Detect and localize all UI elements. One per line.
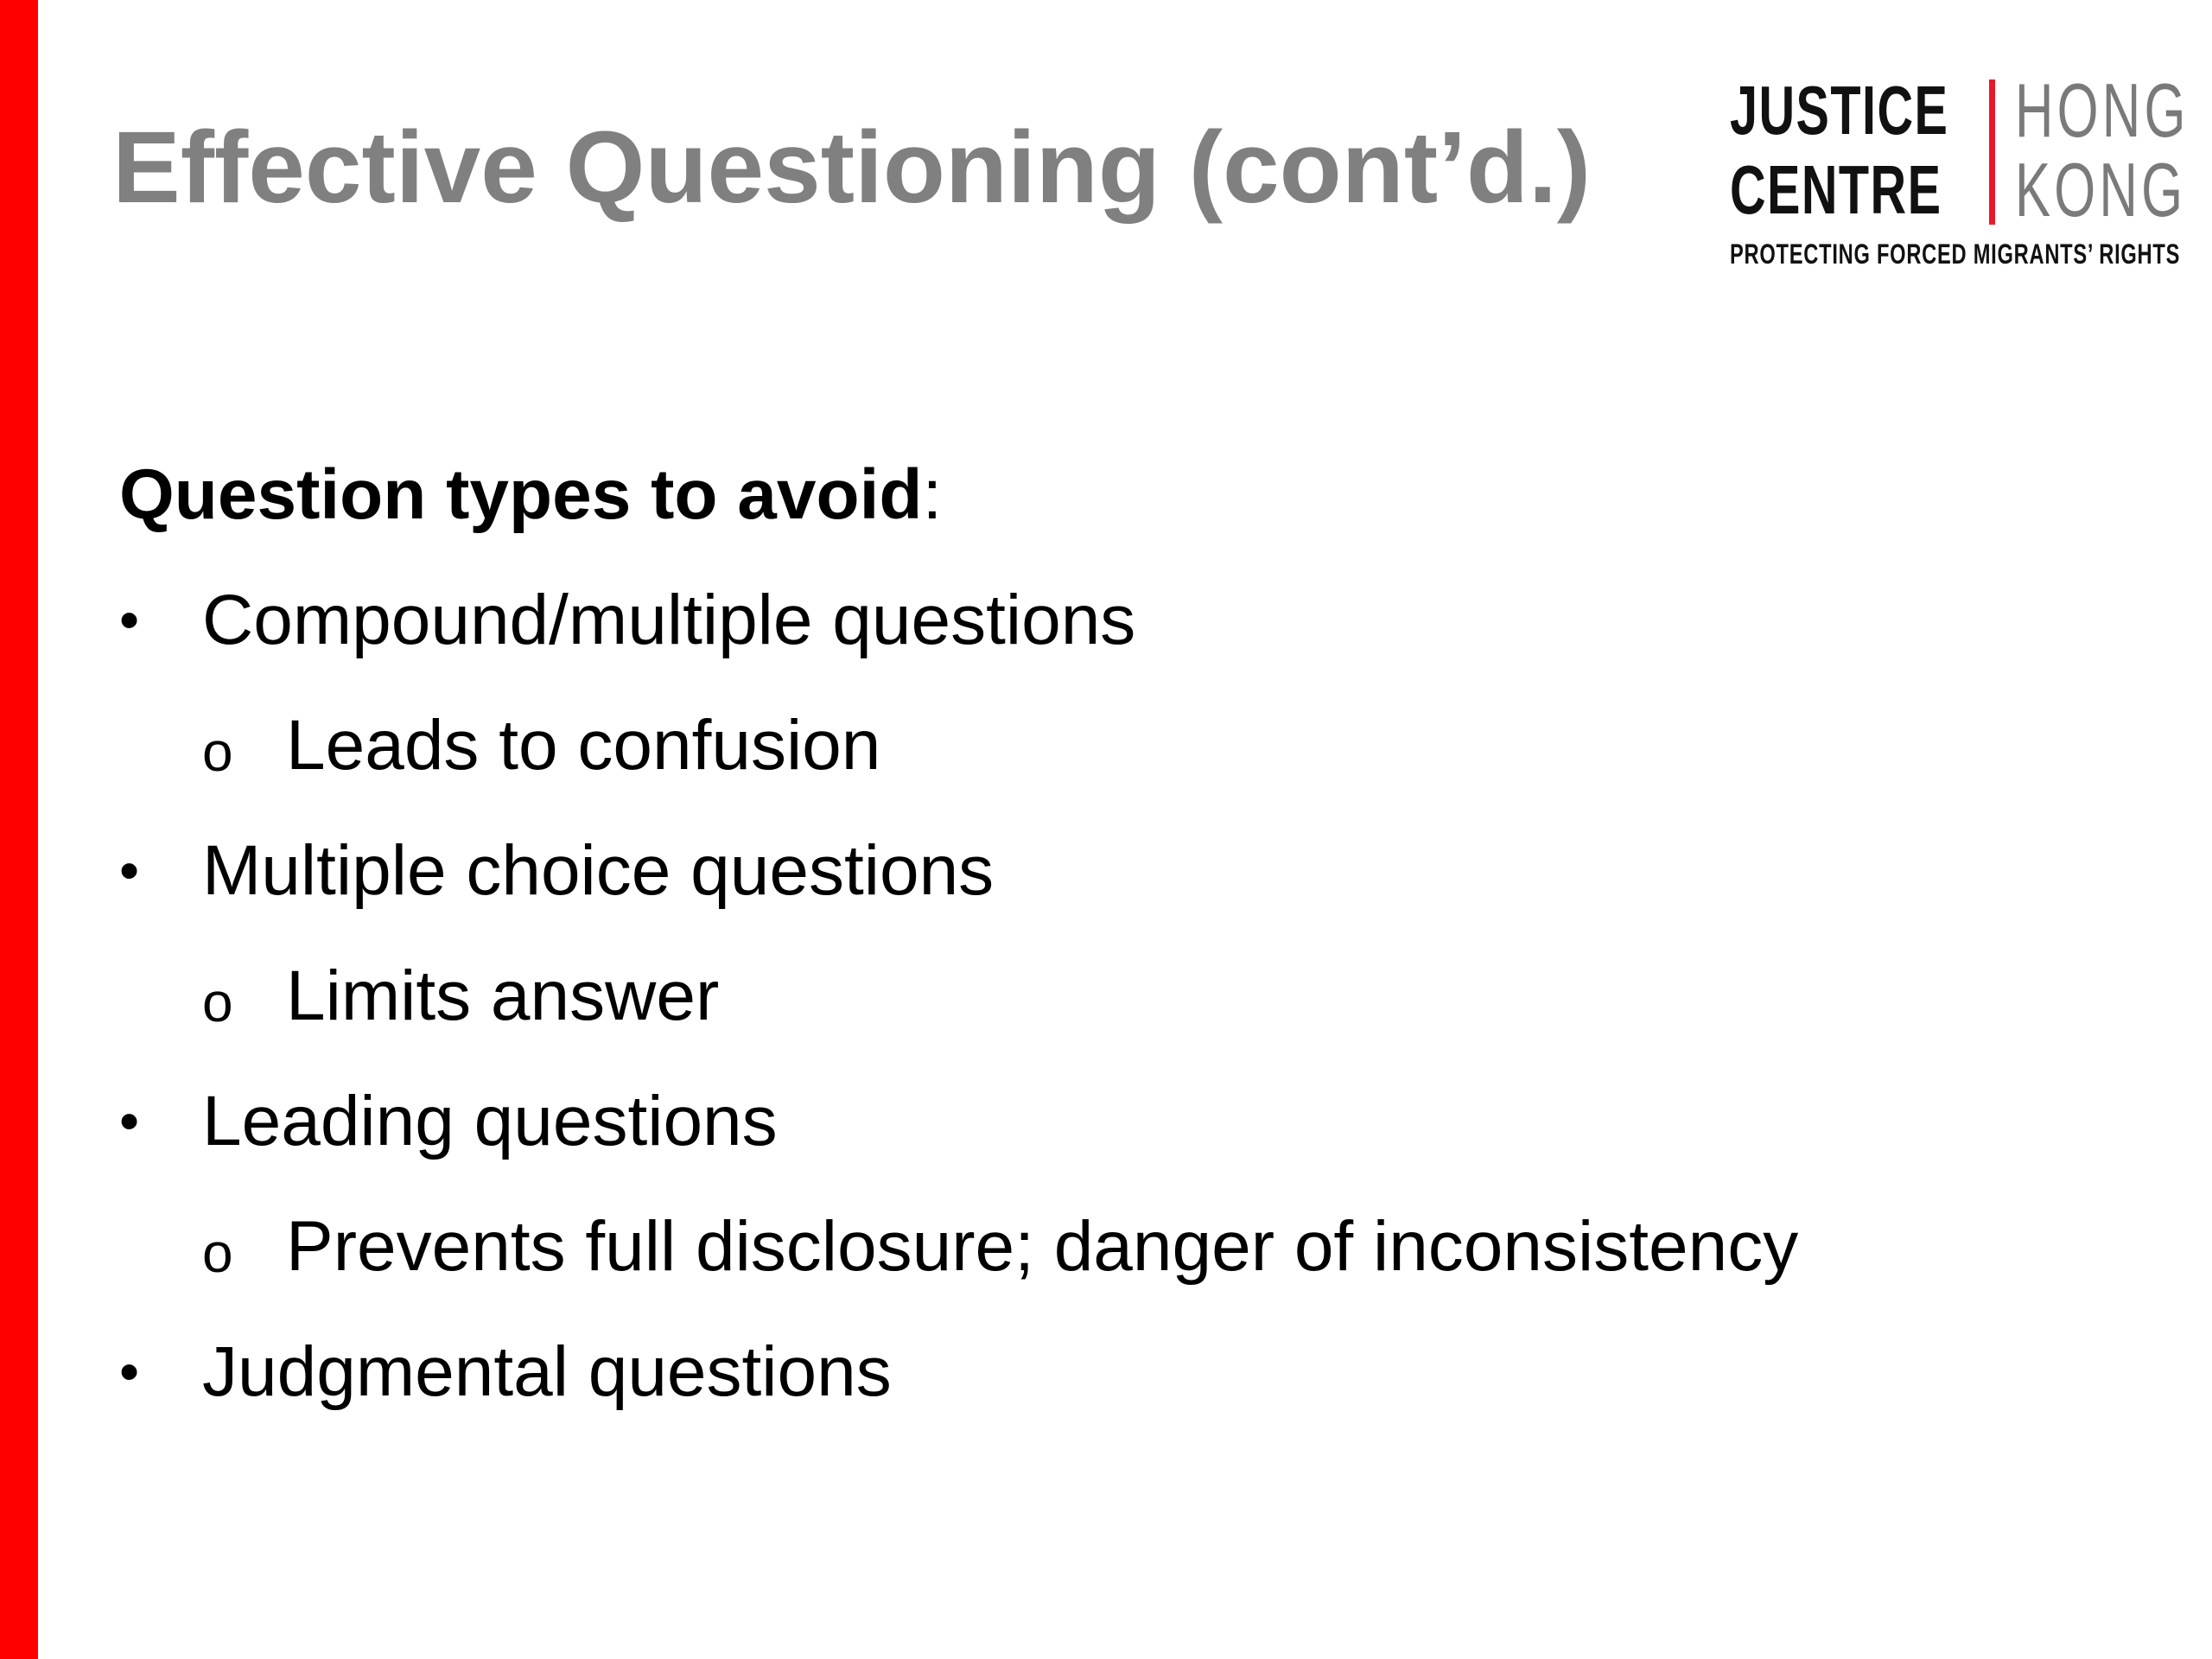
justice-centre-logo (1730, 67, 2210, 271)
sub-bullet-text: Limits answer (286, 957, 720, 1035)
bullet-item (119, 1309, 2107, 1434)
section-heading-text: Question types to avoid (119, 455, 923, 534)
sub-bullet-item (119, 1184, 2107, 1309)
sub-bullet-marker: o (202, 971, 233, 1033)
slide-title: Effective Questioning (cont’d.) (112, 111, 1592, 225)
logo-row-2 (1730, 147, 2187, 232)
bullet-marker: • (119, 1339, 140, 1403)
bullet-text: Judgmental questions (202, 1332, 892, 1411)
sub-bullet-item (119, 683, 2107, 808)
sub-bullet-text: Prevents full disclosure; danger of inconsistency (286, 1207, 1799, 1286)
sub-bullet-text: Leads to confusion (286, 706, 881, 785)
slide-body (119, 432, 2107, 1434)
bullet-text: Multiple choice questions (202, 831, 995, 910)
sub-bullet-item (119, 933, 2107, 1058)
logo-word-centre: CENTRE (1730, 151, 1942, 228)
bullet-text: Compound/multiple questions (202, 581, 1136, 659)
bullet-list (119, 557, 2107, 1434)
bullet-item (119, 808, 2107, 933)
bullet-text: Leading questions (202, 1082, 778, 1160)
section-heading (119, 432, 2107, 557)
bullet-marker: • (119, 838, 140, 902)
logo-word-hong: HONG (2015, 67, 2190, 153)
logo-word-justice: JUSTICE (1730, 72, 1949, 149)
bullet-item (119, 557, 2107, 683)
sub-bullet-marker: o (202, 1222, 233, 1284)
logo-row-1 (1730, 67, 2190, 153)
logo-tagline: PROTECTING FORCED MIGRANTS’ RIGHTS (1730, 238, 2181, 270)
bullet-item (119, 1058, 2107, 1184)
sub-bullet-marker: o (202, 721, 233, 783)
logo-word-kong: KONG (2015, 147, 2187, 232)
accent-side-bar (0, 0, 38, 1659)
bullet-marker: • (119, 588, 140, 652)
section-heading-colon: : (922, 455, 943, 534)
logo-divider (1989, 79, 1995, 225)
bullet-marker: • (119, 1089, 140, 1153)
